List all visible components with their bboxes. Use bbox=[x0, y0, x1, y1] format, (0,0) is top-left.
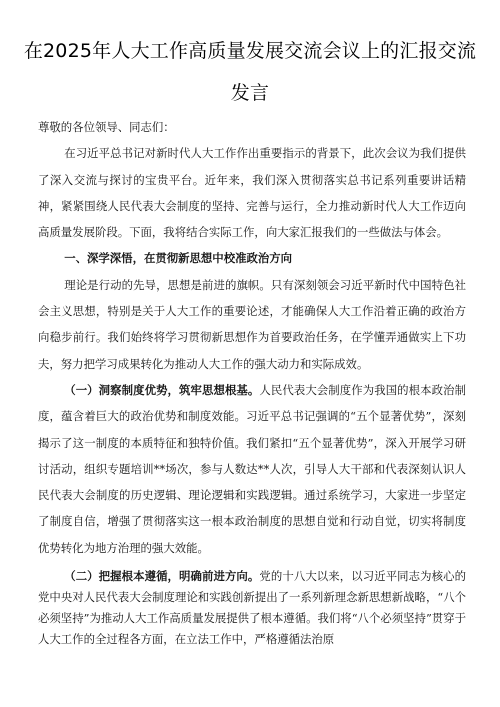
salutation: 尊敬的各位领导、同志们： bbox=[38, 120, 175, 134]
intro-paragraph: 在习近平总书记对新时代人大工作作出重要指示的背景下，此次会议为我们提供了深入交流与探讨的宝贵平台。近年来，我们深入贯彻落实总书记系列重要讲话精神，紧紧围绕人民代表大会制度的坚持、完善与运行，全力推动新时代人大工作迈向高质量发展阶段。下面，我将结合实际工作，向大家汇报我们的一些做法与体会。 bbox=[38, 146, 466, 240]
subsection-1-lead: （一）洞察制度优势，筑牢思想根基。 bbox=[64, 382, 260, 397]
subsection-2-text: 党的十八大以来，以习近平同志为核心的党中央对人民代表大会制度理论和实践创新提出了一系列新理念新思想新战略，“八个必须坚持”为推动人大工作高质量发展提供了根本遵循。我们将“八个必须坚持”贯穿于人大工作的全过程各方面，在立法工作中，严格遵循法治原 bbox=[38, 569, 466, 647]
document-title bbox=[18, 30, 482, 114]
section-1-paragraph: 理论是行动的先导，思想是前进的旗帜。只有深刻领会习近平新时代中国特色社会主义思想，特别是关于人大工作的重要论述，才能确保人大工作沿着正确的政治方向稳步前行。我们始终将学习贯彻新思想作为首要政治任务，在学懂弄通做实上下功夫，努力把学习成果转化为推动人大工作的强大动力和实际成效。 bbox=[38, 277, 466, 371]
section-1-heading: 一、深学深悟，在贯彻新思想中校准政治方向 bbox=[64, 251, 293, 266]
title-line-1: 在2025年人大工作高质量发展交流会议上的汇报交流 bbox=[23, 40, 477, 62]
subsection-2-lead: （二）把握根本遵循，明确前进方向。 bbox=[64, 569, 260, 584]
subsection-1-paragraph bbox=[38, 377, 466, 561]
subsection-1-text: 人民代表大会制度作为我国的根本政治制度，蕴含着巨大的政治优势和制度效能。习近平总书记强调的“五个显著优势”，深刻揭示了这一制度的本质特征和独特价值。我们紧扣“五个显著优势”，深入开展学习研讨活动，组织专题培训**场次，参与人数达**人次，引导人大干部和代表深刻认识人民代表大会制度的历史逻辑、理论逻辑和实践逻辑。通过系统学习，大家进一步坚定了制度自信，增强了贯彻落实这一根本政治制度的思想自觉和行动自觉，切实将制度优势转化为地方治理的强大效能。 bbox=[38, 382, 466, 555]
title-line-2: 发言 bbox=[230, 82, 270, 104]
document-body bbox=[38, 114, 466, 650]
subsection-2-paragraph bbox=[38, 566, 466, 650]
